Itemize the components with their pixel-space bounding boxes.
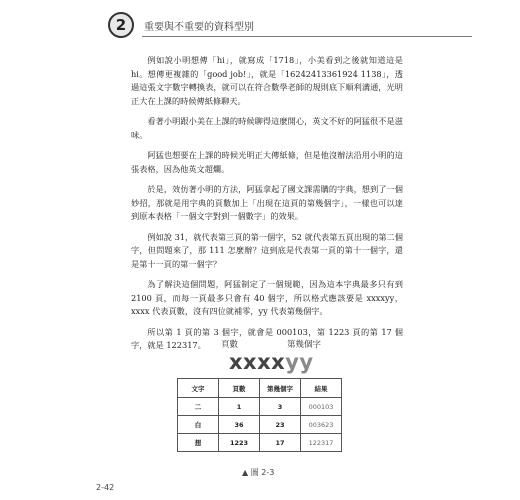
paragraph: 為了解決這個問題，阿猛制定了一個規範，因為這本字典最多只有到 2100 頁，而每一頁最多只會有 40 個字，所以格式應該要是 xxxxyy，xxxx 代表頁數，沒有四位就補零，yy 代表第幾個字。 xyxy=(131,279,403,316)
table-cell: 17 xyxy=(260,434,301,452)
table-header-cell: 文字 xyxy=(178,379,219,398)
pattern-char-part: yy xyxy=(285,350,314,374)
table-cell: 二 xyxy=(178,398,219,416)
paragraph: 例如說小明想傳「hi」，就寫成「1718」，小美看到之後就知道這是 hi。想傳更複雜的「good job!」，就是「16242413361924 1138」，透過這張文字數字轉換表，就可以在符合數學老師的規則底下順利溝通，光明正大在上課的時候傳紙條聊天。 xyxy=(131,55,403,106)
table-cell: 23 xyxy=(260,416,301,434)
table-cell: 000103 xyxy=(301,398,342,416)
paragraph: 阿猛也想要在上課的時候光明正大傳紙條，但是他沒辦法沿用小明的這張表格，因為他英文超爛。 xyxy=(131,150,403,174)
table-cell: 36 xyxy=(219,416,260,434)
table-row xyxy=(178,416,342,434)
page-number: 2-42 xyxy=(96,483,115,492)
figure-label-pages: 頁數 xyxy=(221,340,239,350)
figure-caption: ▲ 圖 2-3 xyxy=(242,468,275,477)
header-rule xyxy=(142,36,472,37)
lookup-table xyxy=(177,378,342,452)
paragraph: 例如說 31，就代表第三頁的第一個字，52 就代表第五頁出現的第二個字，但問題來了，那 111 怎麼辦？這到底是代表第一頁的第十一個字，還是第十一頁的第一個字？ xyxy=(131,231,403,269)
table-row xyxy=(178,398,342,416)
figure-2-3 xyxy=(155,338,375,488)
chapter-number-badge: 2 xyxy=(108,12,134,38)
table-header-cell: 結果 xyxy=(301,379,342,398)
body-text xyxy=(131,54,403,360)
chapter-header xyxy=(108,12,468,42)
table-cell: 1 xyxy=(219,398,260,416)
table-cell: 003623 xyxy=(301,416,342,434)
table-cell: 1223 xyxy=(219,434,260,452)
table-header-row xyxy=(178,379,342,398)
format-pattern xyxy=(229,350,314,374)
paragraph: 看著小明跟小美在上課的時候聊得這麼開心，英文不好的阿猛很不是滋味。 xyxy=(131,116,403,140)
table-header-cell: 頁數 xyxy=(219,379,260,398)
paragraph: 於是，效仿著小明的方法，阿猛拿起了國文課需購的字典，想到了一個妙招，那就是用字典的頁數加上「出現在這頁的第幾個字」，一樣也可以達到原本表格「一個文字對到一個數字」的效果。 xyxy=(131,184,403,221)
table-cell: 白 xyxy=(178,416,219,434)
paragraph: 所以第 1 頁的第 3 個字，就會是 000103，第 1223 頁的第 17 個字，就是 122317。 xyxy=(131,326,403,350)
table-cell: 3 xyxy=(260,398,301,416)
table-row xyxy=(178,434,342,452)
table-header-cell: 第幾個字 xyxy=(260,379,301,398)
figure-label-nth-char: 第幾個字 xyxy=(287,340,322,350)
table-cell: 122317 xyxy=(301,434,342,452)
table-cell: 想 xyxy=(178,434,219,452)
chapter-title: 重要與不重要的資料型別 xyxy=(144,22,254,33)
pattern-page-part: xxxx xyxy=(229,350,286,374)
